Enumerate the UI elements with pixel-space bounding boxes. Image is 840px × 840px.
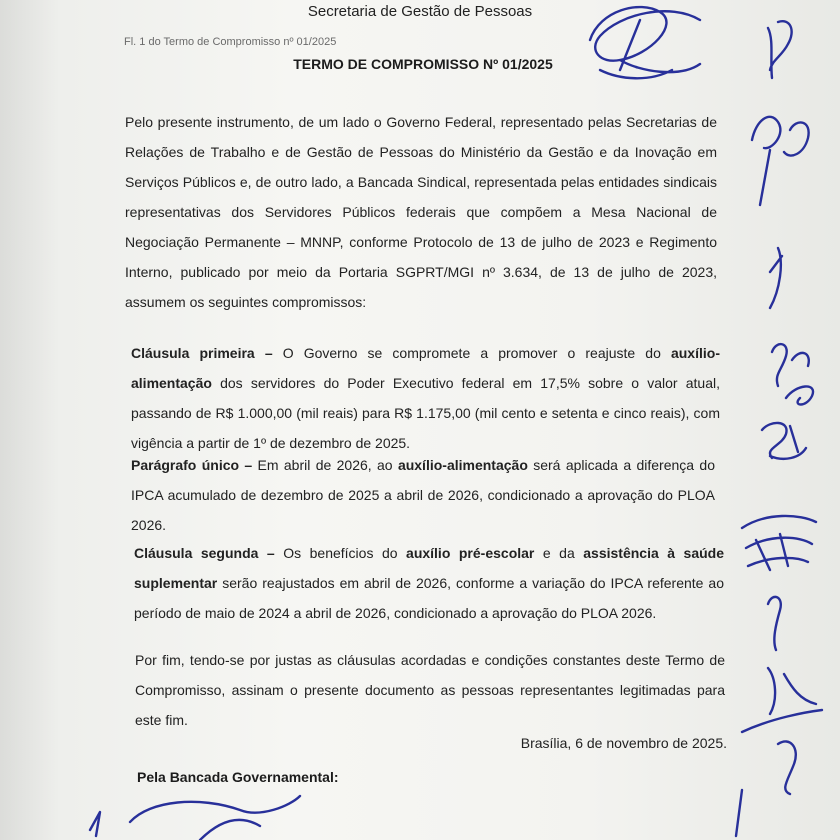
signature-margin-9 bbox=[736, 741, 796, 836]
clause-first-label: Cláusula primeira – bbox=[131, 345, 273, 361]
paragraph-bold-a: auxílio-alimentação bbox=[397, 457, 528, 473]
clause-second-label: Cláusula segunda – bbox=[134, 545, 275, 561]
clause-second-bold-b: assistência à saúde suplementar bbox=[134, 545, 725, 591]
signature-margin-6 bbox=[742, 516, 816, 570]
department-header: Secretaria de Gestão de Pessoas bbox=[307, 3, 533, 20]
signature-margin-4 bbox=[772, 344, 813, 404]
document-title: TERMO DE COMPROMISSO Nº 01/2025 bbox=[293, 56, 553, 72]
clause-first bbox=[131, 338, 720, 458]
clause-second bbox=[134, 538, 724, 628]
paragraph-text-b: será aplicada a diferença do IPCA acumulado de dezembro de 2025 a abril de 2026, condicionado a aprovação do PLOA 2026. bbox=[131, 457, 715, 533]
clause-second-text-b: e da bbox=[534, 545, 584, 561]
intro-paragraph: Pelo presente instrumento, de um lado o Governo Federal, representado pelas Secretarias de Relações de Trabalho e de Gestão de Pessoas do Ministério da Gestão e da Inovação em Serviços Públicos e, de outro lado, a Bancada Sindical, representada pelas entidades sindicais representativas dos Servidores Públicos federais que compõem a Mesa Nacional de Negociação Permanente – MNNP, conforme Protocolo de 13 de julho de 2023 e Regimento Interno, publicado por meio da Portaria SGPRT/MGI nº 3.634, de 13 de julho de 2023, assumem os seguintes compromissos: bbox=[125, 114, 717, 310]
signature-margin-2 bbox=[752, 117, 809, 205]
signature-bottom bbox=[90, 796, 300, 840]
clause-first-text-a: O Governo se compromete a promover o reajuste do bbox=[272, 345, 671, 361]
place-date: Brasília, 6 de novembro de 2025. bbox=[520, 735, 727, 751]
clause-first-text-b: dos servidores do Poder Executivo federal em 17,5% sobre o valor atual, passando de R$ 1.000,00 (mil reais) para R$ 1.175,00 (mil cento e setenta e cinco reais), com vigência a partir de 1º de dezembro de 2025. bbox=[131, 375, 720, 451]
signature-margin-5 bbox=[762, 423, 806, 459]
clause-second-text-a: Os benefícios do bbox=[274, 545, 407, 561]
signature-margin-8 bbox=[742, 668, 822, 732]
paragraph-text-a: Em abril de 2026, ao bbox=[252, 457, 398, 473]
paragraph-label: Parágrafo único – bbox=[131, 457, 253, 473]
signature-heading: Pela Bancada Governamental: bbox=[137, 769, 339, 785]
clause-second-text-c: serão reajustados em abril de 2026, conforme a variação do IPCA referente ao período de maio de 2024 a abril de 2026, condicionado a aprovação do PLOA 2026. bbox=[134, 575, 724, 621]
page-fold-shadow bbox=[0, 0, 60, 840]
closing-paragraph: Por fim, tendo-se por justas as cláusulas acordadas e condições constantes deste Termo de Compromisso, assinam o presente documento as pessoas representantes legitimadas para este fim. bbox=[135, 652, 725, 728]
signature-margin-7 bbox=[768, 597, 781, 650]
signature-margin-3 bbox=[770, 248, 782, 308]
page-reference: Fl. 1 do Termo de Compromisso nº 01/2025 bbox=[124, 36, 337, 48]
clause-first-bold-a: auxílio-alimentação bbox=[131, 345, 720, 391]
paragraph-unico bbox=[131, 450, 715, 540]
clause-second-bold-a: auxílio pré-escolar bbox=[406, 545, 535, 561]
